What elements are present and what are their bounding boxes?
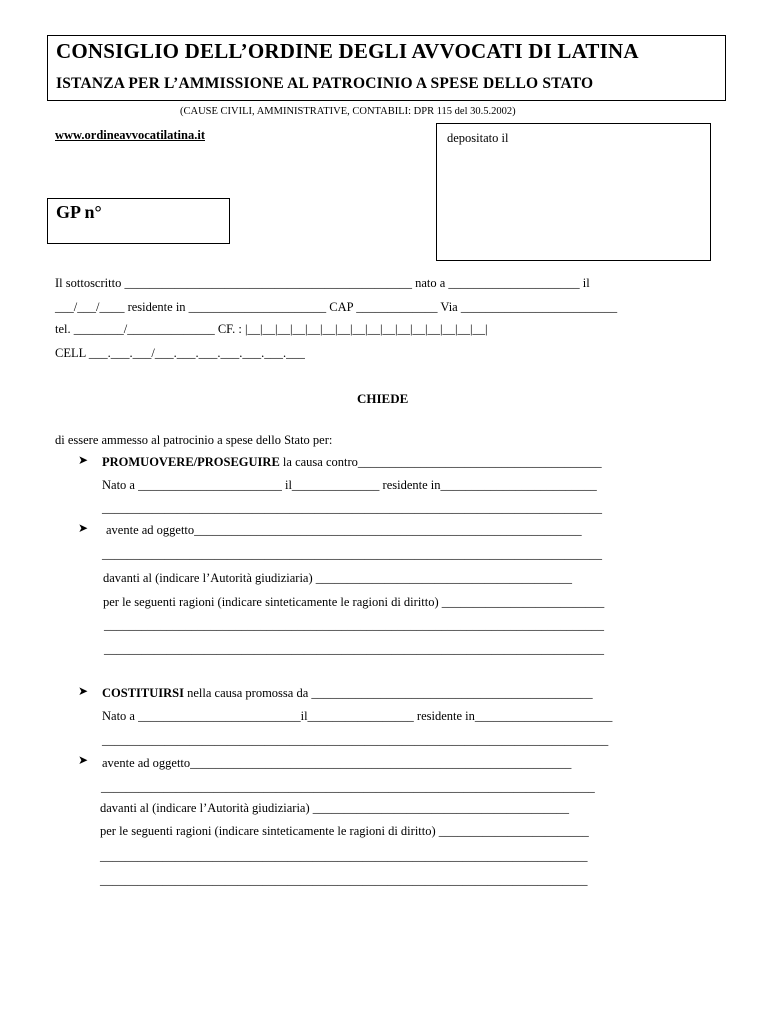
applicant-tel-cf-line[interactable]: tel. ________/______________ CF. : |__|__|__|__|__|__|__|__|__|__|__|__|__|__|__|__| xyxy=(55,322,488,336)
section2-authority-line[interactable]: davanti al (indicare l’Autorità giudiziaria) _________________________________________ xyxy=(100,801,570,815)
deposit-box[interactable] xyxy=(436,123,711,261)
website-link[interactable]: www.ordineavvocatilatina.it xyxy=(55,128,205,142)
section2-reasons-line[interactable]: per le seguenti ragioni (indicare sinteticamente le ragioni di diritto) ________________________ xyxy=(100,824,589,838)
document-title: CONSIGLIO DELL’ORDINE DEGLI AVVOCATI DI LATINA xyxy=(56,39,639,63)
arrow-bullet-icon: ➤ xyxy=(78,521,89,535)
document-subtitle: ISTANZA PER L’AMMISSIONE AL PATROCINIO A SPESE DELLO STATO xyxy=(56,75,594,92)
section1-blank-line[interactable]: ________________________________________________________________________________ xyxy=(104,618,604,632)
gp-number-box[interactable] xyxy=(47,198,230,244)
cause-note: (CAUSE CIVILI, AMMINISTRATIVE, CONTABILI: DPR 115 del 30.5.2002) xyxy=(180,106,516,117)
section1-born-line[interactable]: Nato a _______________________ il______________ residente in_________________________ xyxy=(102,478,597,492)
section1-object-line[interactable]: avente ad oggetto______________________________________________________________ xyxy=(106,523,582,537)
applicant-name-line[interactable]: Il sottoscritto ______________________________________________ nato a _____________________ il xyxy=(55,276,590,290)
chiede-heading: CHIEDE xyxy=(357,391,409,406)
section1-blank-line[interactable]: ________________________________________________________________________________ xyxy=(104,642,604,656)
section2-object-line[interactable]: avente ad oggetto_____________________________________________________________ xyxy=(102,756,572,770)
promuovere-label: PROMUOVERE/PROSEGUIRE xyxy=(102,455,280,469)
costituirsi-field: nella causa promossa da _____________________________________________ xyxy=(183,686,593,700)
section1-blank-line[interactable]: ________________________________________________________________________________ xyxy=(102,501,602,515)
intro-text: di essere ammesso al patrocinio a spese dello Stato per: xyxy=(55,433,333,447)
promuovere-field: la causa contro_______________________________________ xyxy=(279,455,602,469)
header-box xyxy=(47,35,726,101)
arrow-bullet-icon: ➤ xyxy=(78,684,89,698)
gp-number-label: GP n° xyxy=(56,202,102,222)
section2-born-line[interactable]: Nato a __________________________il_________________ residente in______________________ xyxy=(102,709,613,723)
section2-blank-line[interactable]: _______________________________________________________________________________ xyxy=(101,780,595,794)
section2-blank-line[interactable]: ______________________________________________________________________________ xyxy=(100,873,588,887)
arrow-bullet-icon: ➤ xyxy=(78,753,89,767)
section1-authority-line[interactable]: davanti al (indicare l’Autorità giudiziaria) _________________________________________ xyxy=(103,571,573,585)
section2-blank-line[interactable]: _________________________________________________________________________________ xyxy=(102,733,609,747)
section1-blank-line[interactable]: ________________________________________________________________________________ xyxy=(102,547,602,561)
promuovere-line[interactable] xyxy=(102,454,602,470)
section2-blank-line[interactable]: ______________________________________________________________________________ xyxy=(100,849,588,863)
deposit-label: depositato il xyxy=(447,131,509,145)
applicant-residence-line[interactable]: ___/___/____ residente in ______________________ CAP _____________ Via _________________________ xyxy=(55,300,618,314)
arrow-bullet-icon: ➤ xyxy=(78,453,89,467)
costituirsi-line[interactable] xyxy=(102,685,593,701)
section1-reasons-line[interactable]: per le seguenti ragioni (indicare sinteticamente le ragioni di diritto) __________________________ xyxy=(103,595,605,609)
applicant-cell-line[interactable]: CELL ___.___.___/___.___.___.___.___.___.___ xyxy=(55,346,305,360)
costituirsi-label: COSTITUIRSI xyxy=(102,686,184,700)
